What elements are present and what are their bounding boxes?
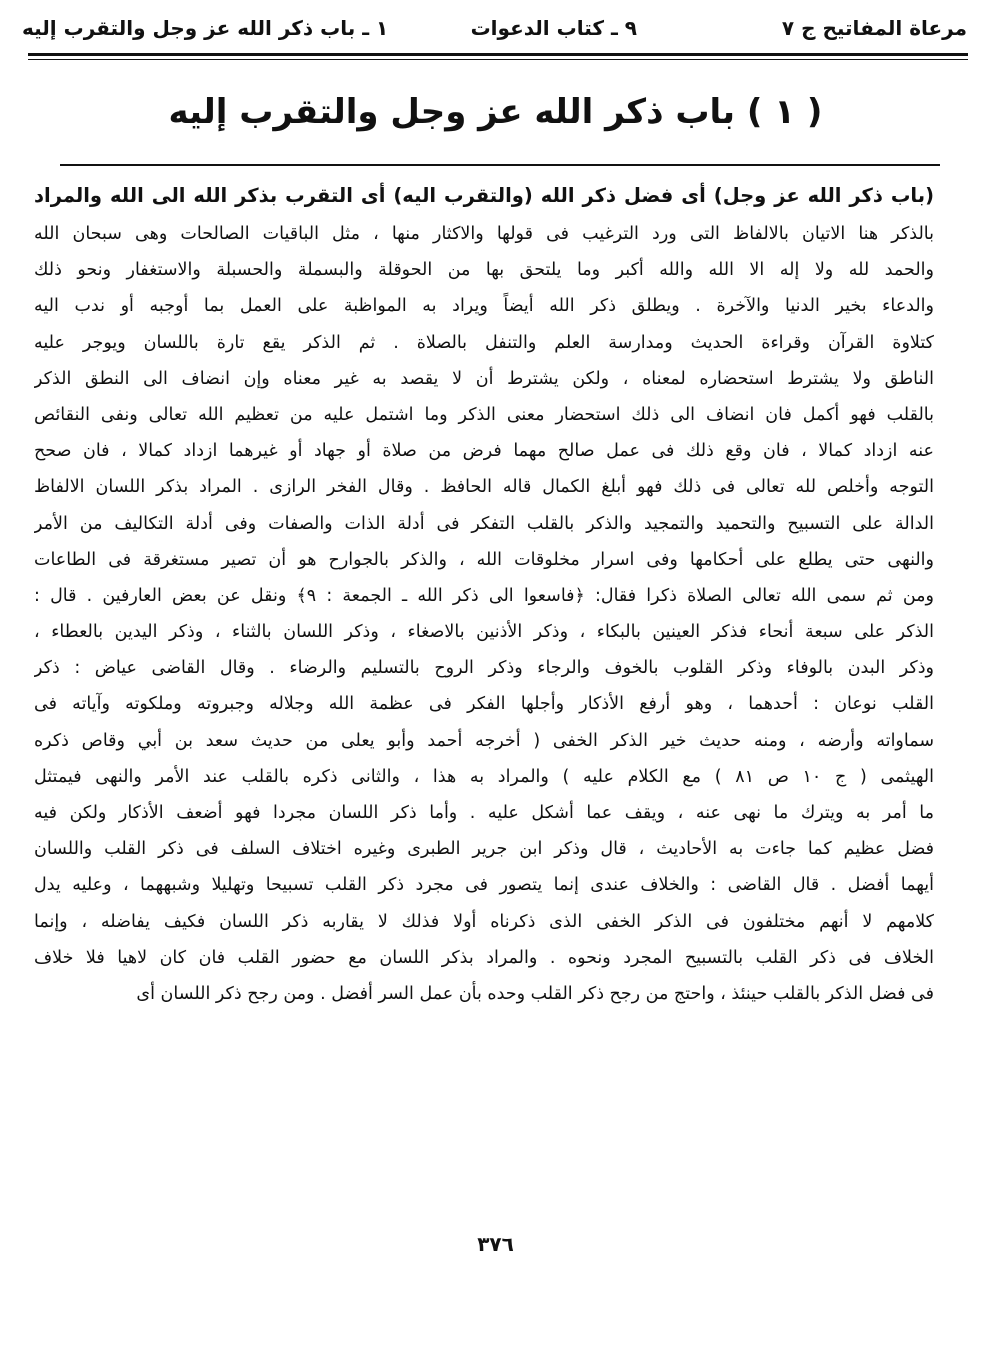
text-line: والدعاء بخير الدنيا والآخرة . ويطلق ذكر الله أيضاً ويراد به المواظبة على العمل بما أوجبه أو ندب اليه — [34, 296, 934, 317]
header-book-title: ٩ ـ كتاب الدعوات — [470, 16, 637, 40]
title-rule — [60, 164, 940, 166]
text-line: عنه ازداد كمالا ، فان وقع ذلك فى عمل صالح مهما فرض من صلاة أو جهاد أو غيرهما ازداد كمالا ، فان صحح — [34, 441, 934, 462]
header-chapter-title: ١ ـ باب ذكر الله عز وجل والتقرب إليه — [22, 16, 389, 40]
text-line: أيهما أفضل . قال القاضى : والخلاف عندى إنما يتصور فى مجرد ذكر القلب تسبيحا وتهليلا وشبههما ، وعليه يدل — [34, 875, 934, 896]
text-line: والحمد لله ولا إله الا الله والله أكبر وما يلتحق بها من الحوقلة والبسملة والحسبلة والاستغفار ونحو ذلك — [34, 260, 934, 281]
text-line: الخلاف فى ذكر القلب بالتسبيح المجرد ونحوه . والمراد بذكر اللسان مع حضور القلب فان كان لاهيا فلا خلاف — [34, 947, 934, 968]
page-number: ٣٧٦ — [477, 1232, 514, 1256]
text-line: وذكر البدن بالوفاء وذكر القلوب بالخوف والرجاء وذكر الروح بالتسليم والرضاء . وقال القاضى عياض : ذكر — [34, 658, 934, 679]
text-line: القلب نوعان : أحدهما ، وهو أرفع الأذكار وأجلها الفكر فى عظمة الله وجلاله وجبروته وملكوته وآياته فى — [34, 694, 934, 715]
text-line: الدالة على التسبيح والتحميد والتمجيد والذكر بالقلب التفكر فى أدلة الذات والصفات وفى أدلة التكاليف من الأمر — [34, 513, 934, 534]
text-line: كلامهم لا أنهم مختلفون فى الذكر الخفى الذى ذكرناه أولا فذلك لا يقاربه ذكر اللسان فكيف يفاضله ، وإنما — [34, 911, 934, 932]
text-line: فى فضل الذكر بالقلب حينئذ ، واحتج من رجح ذكر القلب وحده بأن عمل السر أفضل . ومن رجح ذكر اللسان أى — [136, 983, 934, 1004]
text-line: كتلاوة القرآن وقراءة الحديث ومدارسة العلم والتنفل بالصلاة . ثم الذكر يقع تارة باللسان ويوجر عليه — [34, 332, 934, 353]
text-line: (باب ذكر الله عز وجل) أى فضل ذكر الله (والتقرب اليه) أى التقرب بذكر الله الى الله والمراد — [34, 184, 934, 207]
text-line: والنهى حتى يطلع على أحكامها وفى اسرار مخلوقات الله ، والذكر بالجوارح هو أن تصير مستغرقة فى الطاعات — [34, 549, 934, 570]
header-rule — [28, 53, 968, 56]
text-line: سماواته وأرضه ، ومنه حديث خير الذكر الخفى ( أخرجه أحمد وأبو يعلى من حديث سعد بن أبي وقاص ذكره — [34, 730, 934, 751]
header-rule-thin — [28, 59, 968, 60]
text-line: الذكر على سبعة أنحاء فذكر العينين بالبكاء ، وذكر الأذنين بالاصغاء ، وذكر اللسان بالثناء ، وذكر اليدين بالعطاء ، — [34, 622, 934, 643]
text-line: الهيثمى ( ج ١٠ ص ٨١ ) مع الكلام عليه ) والمراد به هذا ، والثانى ذكره بالقلب عند الأمر والنهى فيمتثل — [34, 766, 934, 787]
body-text — [34, 176, 934, 1012]
text-line: الناطق ولا يشترط استحضاره لمعناه ، ولكن يشترط أن لا يقصد به غير معناه وإن انضاف الى النطق الذكر — [34, 368, 934, 389]
header-book-volume: مرعاة المفاتيح ج ٧ — [781, 16, 967, 40]
running-header — [22, 10, 967, 50]
text-line: ومن ثم سمى الله تعالى الصلاة ذكرا فقال: ﴿فاسعوا الى ذكر الله ـ الجمعة : ٩﴾ ونقل عن بعض العارفين . قال : — [34, 585, 934, 606]
chapter-title: ( ١ ) باب ذكر الله عز وجل والتقرب إليه — [168, 92, 823, 132]
text-line: فضل عظيم كما جاءت به الأحاديث ، قال وذكر ابن جرير الطبرى وغيره اختلاف السلف فى ذكر القلب واللسان — [34, 839, 934, 860]
text-line: بالقلب فهو أكمل فان انضاف الى ذلك استحضار معنى الذكر وما اشتمل عليه من تعظيم الله تعالى ونفى النقائص — [34, 404, 934, 425]
text-line: بالذكر هنا الاتيان بالالفاظ التى ورد الترغيب فى قولها والاكثار منها ، مثل الباقيات الصالحات وهى سبحان الله — [34, 224, 934, 244]
text-line: التوجه وأخلص لله تعالى فى ذلك فهو أبلغ الكمال قاله الحافظ . وقال الفخر الرازى . المراد بذكر اللسان الالفاظ — [34, 477, 934, 498]
text-line: ما أمر به ويترك ما نهى عنه ، ويقف عما أشكل عليه . وأما ذكر اللسان مجردا فهو أضعف الأذكار ولكن فيه — [34, 803, 934, 823]
